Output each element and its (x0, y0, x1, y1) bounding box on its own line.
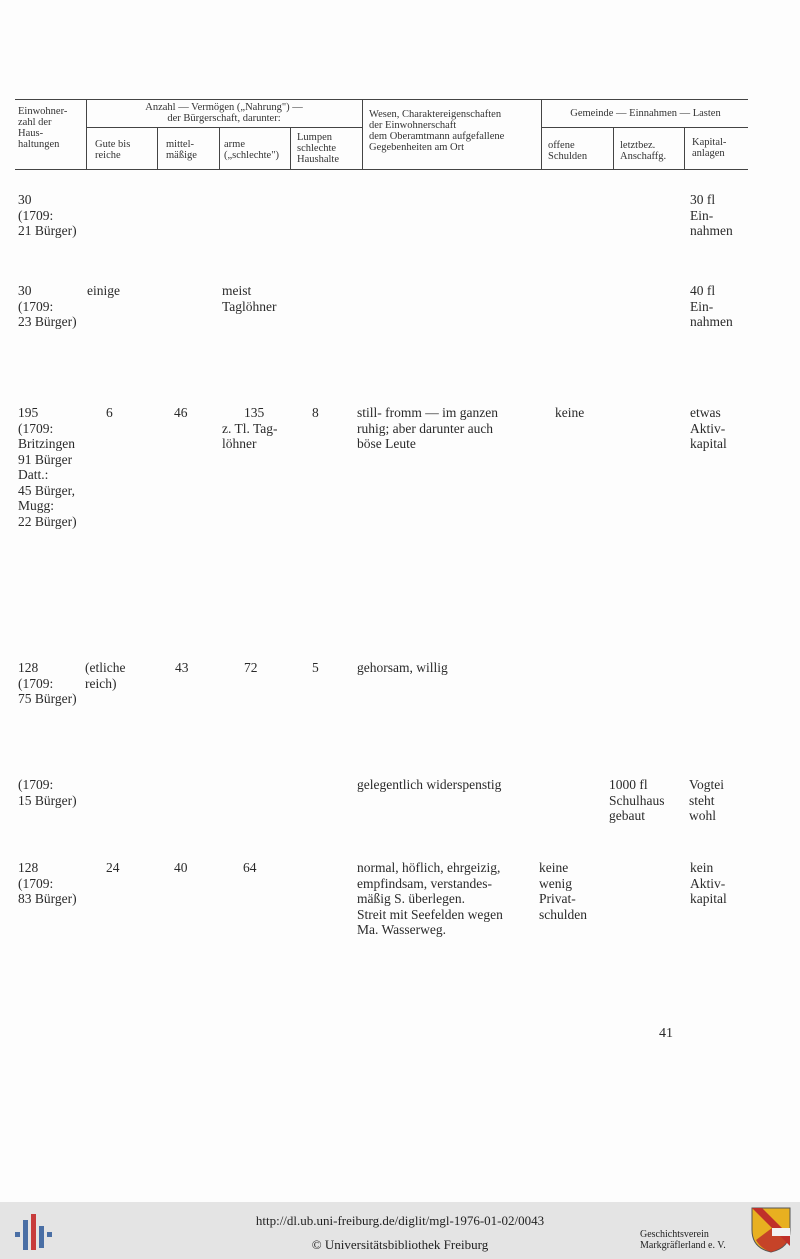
row-capital: kein Aktiv- kapital (690, 860, 727, 906)
group2-underline (541, 127, 748, 128)
header-divider (157, 127, 158, 169)
header-poor: arme („schlechte") (224, 139, 280, 161)
header-divider (362, 99, 363, 169)
row-ragged: 5 (312, 660, 319, 675)
ub-freiburg-logo-icon (10, 1210, 54, 1259)
header-divider (541, 99, 542, 169)
footer-copyright: © Universitätsbibliothek Freiburg (311, 1237, 489, 1252)
header-community-group: Gemeinde — Einnahmen — Lasten (570, 108, 721, 119)
row-households: 30 (1709: 21 Bürger) (18, 192, 77, 238)
row-character: still- fromm — im ganzen ruhig; aber darunter auch böse Leute (357, 405, 498, 451)
page-number: 41 (659, 1026, 673, 1041)
row-households: (1709: 15 Bürger) (18, 777, 77, 808)
header-last-purchase: letztbez. Anschaffg. (620, 140, 667, 162)
row-last-purchase: 1000 fl Schulhaus gebaut (609, 777, 665, 823)
row-character: normal, höflich, ehrgeizig, empfindsam, verstandes- mäßig S. überlegen. Streit mit Seefelden wegen Ma. Wasserweg. (357, 860, 503, 937)
header-bottom-rule (15, 169, 748, 170)
row-households: 30 (1709: 23 Bürger) (18, 283, 77, 329)
society-line-2: Markgräflerland e. V. (640, 1240, 726, 1251)
row-households: 128 (1709: 83 Bürger) (18, 860, 77, 906)
header-divider (86, 99, 87, 169)
header-top-rule (15, 99, 748, 100)
row-poor: 135 z. Tl. Tag- löhner (222, 405, 278, 451)
row-households: 195 (1709: Britzingen 91 Bürger Datt.: 45 Bürger, Mugg: 22 Bürger) (18, 405, 77, 529)
row-capital: 40 fl Ein- nahmen (690, 283, 733, 329)
footer-url-link[interactable]: http://dl.ub.uni-freiburg.de/diglit/mgl-1976-01-02/0043 (255, 1213, 545, 1228)
row-good-rich: 6 (106, 405, 113, 420)
header-divider (290, 127, 291, 169)
row-capital: Vogtei steht wohl (689, 777, 725, 823)
row-good-rich: einige (87, 283, 120, 298)
row-good-rich: 24 (106, 860, 120, 875)
header-medium: mittel- mäßige (166, 139, 197, 161)
header-wealth-group: Anzahl — Vermögen („Nahrung") — der Bürgerschaft, darunter: (145, 102, 303, 124)
row-good-rich: (etliche reich) (85, 660, 126, 691)
row-open-debts: keine wenig Privat- schulden (539, 860, 587, 922)
row-poor: meist Taglöhner (222, 283, 277, 314)
row-character: gelegentlich widerspenstig (357, 777, 502, 792)
header-divider (219, 127, 220, 169)
row-medium: 40 (174, 860, 188, 875)
coat-of-arms-icon (750, 1206, 792, 1259)
header-ragged: Lumpen schlechte Haushalte (297, 132, 339, 165)
society-name (640, 1229, 726, 1251)
header-good-rich: Gute bis reiche (95, 139, 131, 161)
header-divider (613, 127, 614, 169)
row-medium: 43 (175, 660, 189, 675)
header-households: Einwohner- zahl der Haus- haltungen (18, 106, 68, 150)
row-capital: etwas Aktiv- kapital (690, 405, 727, 451)
header-divider (684, 127, 685, 169)
society-line-1: Geschichtsverein (640, 1229, 709, 1240)
row-character: gehorsam, willig (357, 660, 448, 675)
row-ragged: 8 (312, 405, 319, 420)
header-capital: Kapital- anlagen (692, 137, 727, 159)
header-open-debts: offene Schulden (548, 140, 588, 162)
row-households: 128 (1709: 75 Bürger) (18, 660, 77, 706)
row-poor: 64 (243, 860, 257, 875)
header-character: Wesen, Charaktereigenschaften der Einwohnerschaft dem Oberamtmann aufgefallene Gegebenheiten am Ort (369, 109, 505, 153)
row-poor: 72 (244, 660, 258, 675)
row-capital: 30 fl Ein- nahmen (690, 192, 733, 238)
row-open-debts: keine (555, 405, 585, 420)
group1-underline (86, 127, 362, 128)
row-medium: 46 (174, 405, 188, 420)
